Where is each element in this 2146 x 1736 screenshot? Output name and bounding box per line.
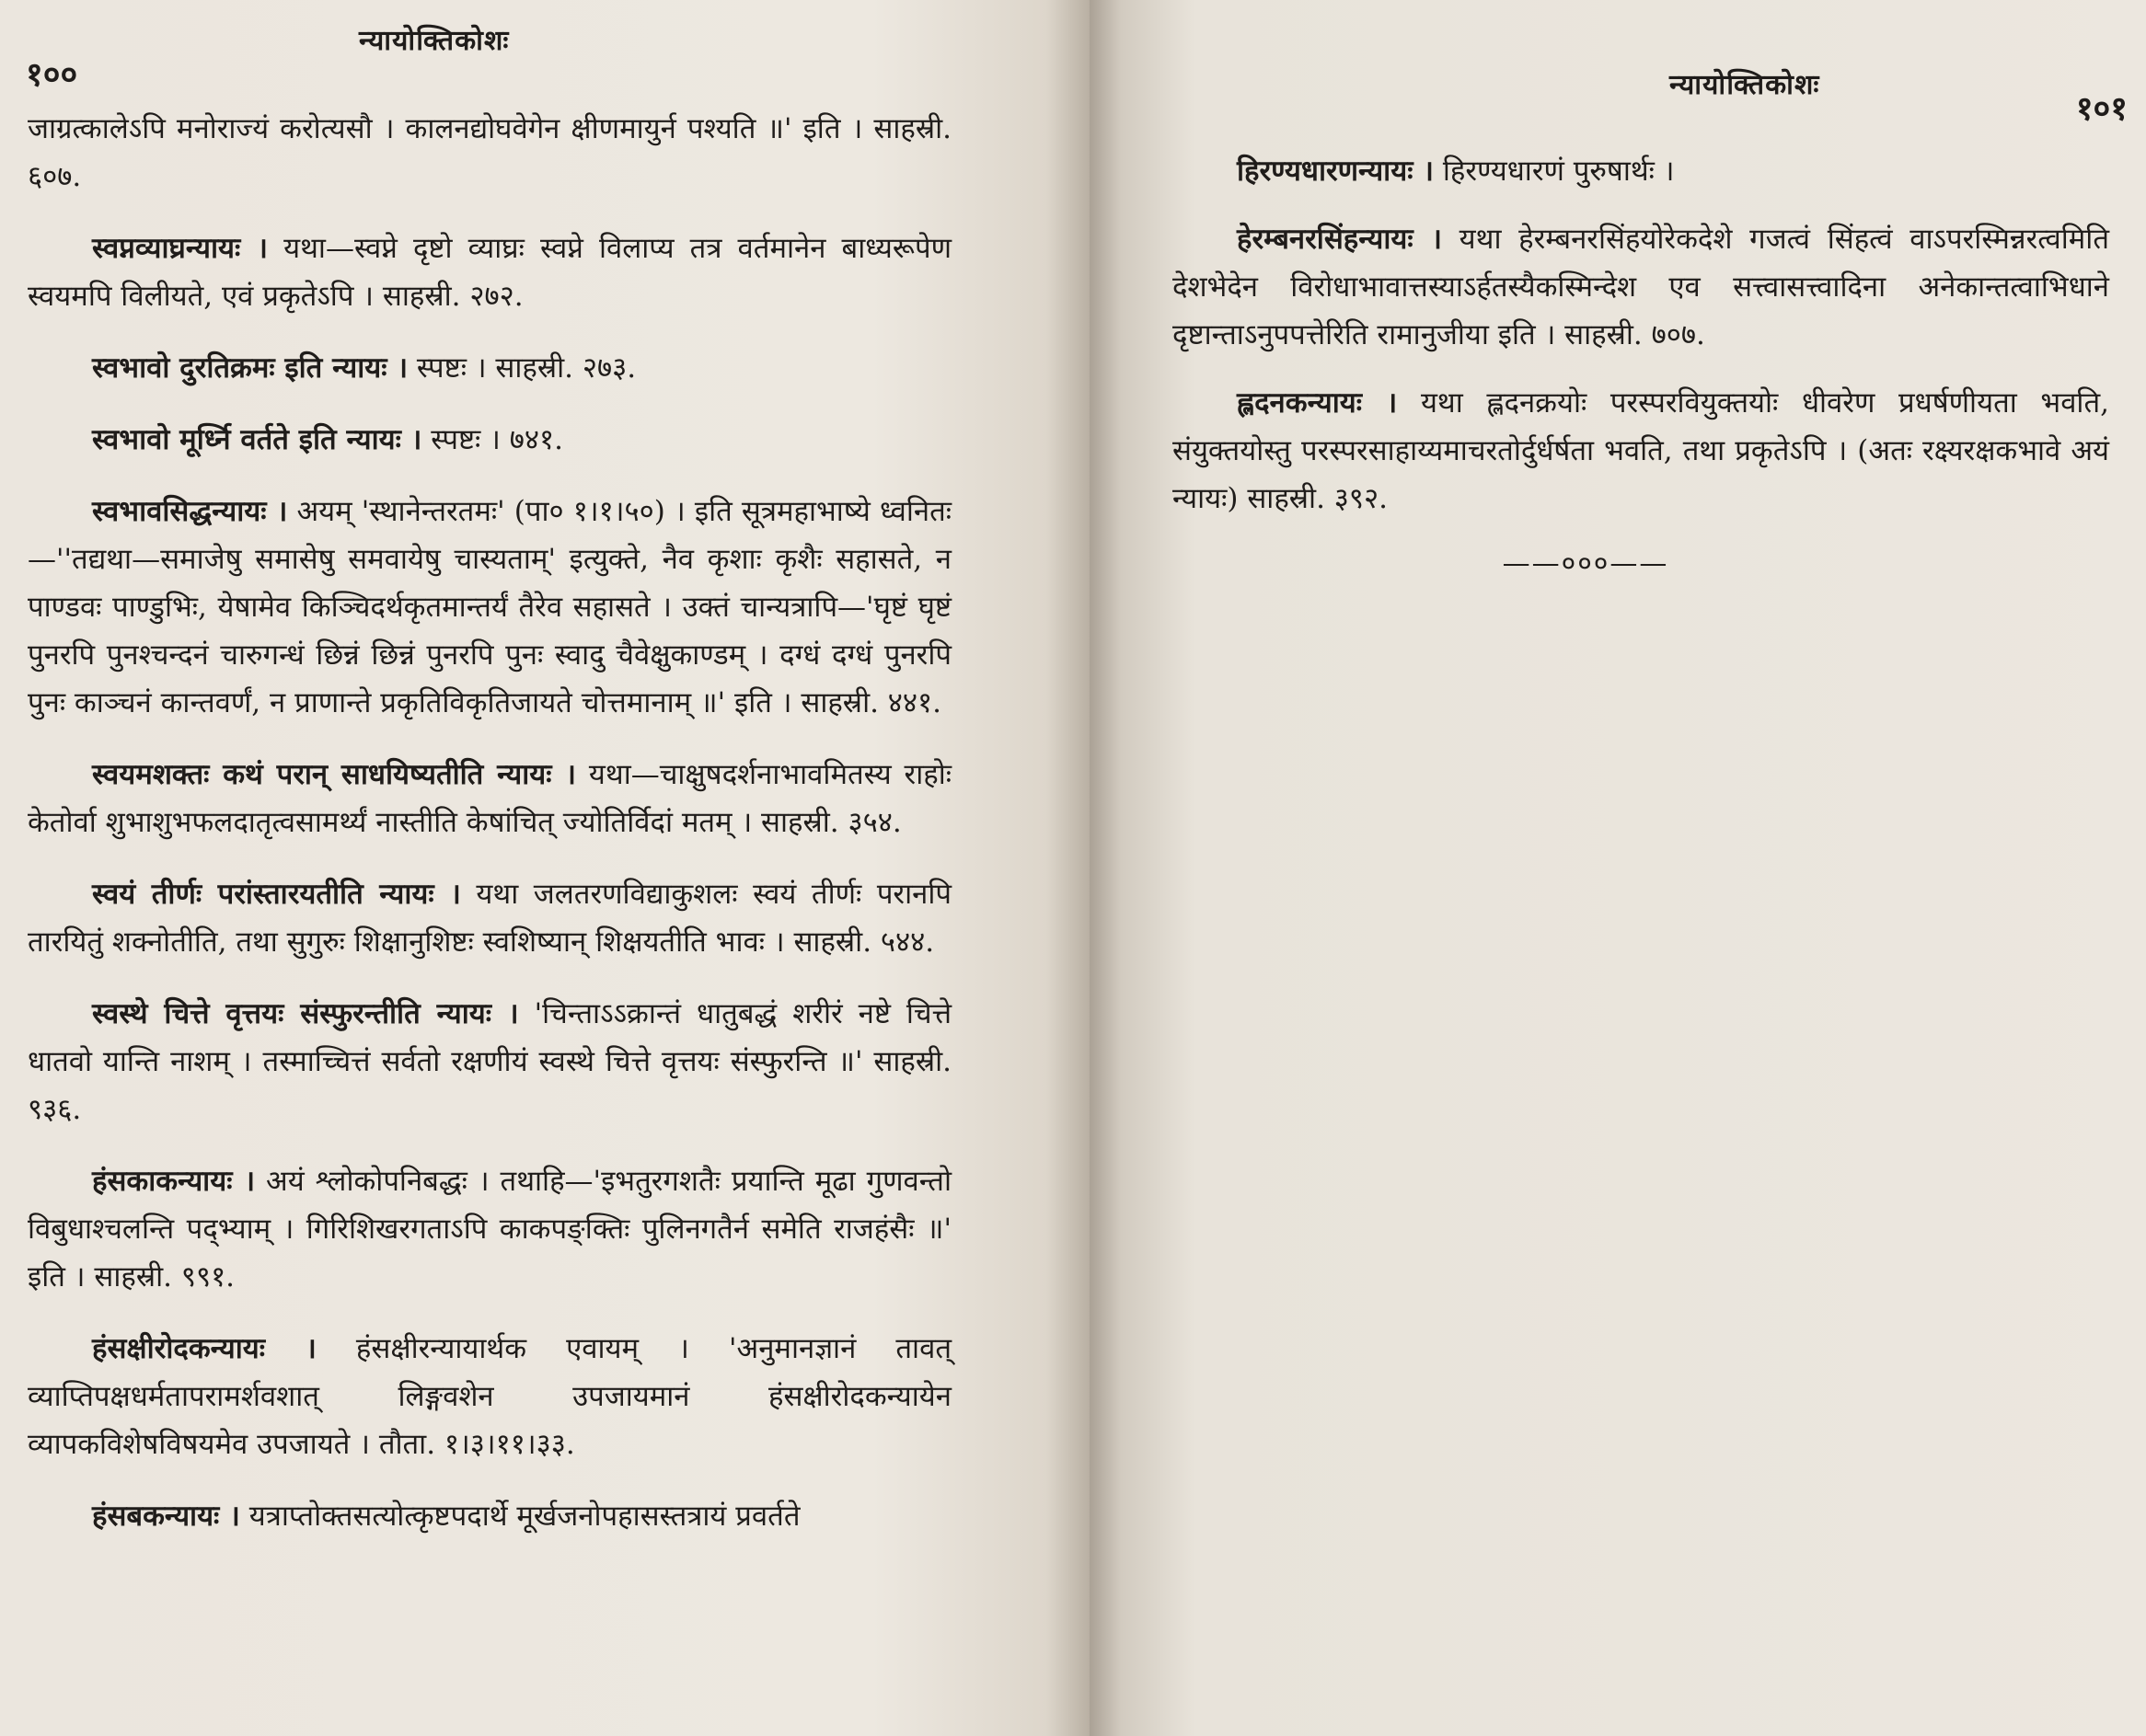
entry-headword: स्वभावसिद्धन्यायः ।: [92, 495, 288, 528]
entry-headword: स्वप्नव्याघ्रन्यायः ।: [92, 232, 269, 265]
entry-text: अयं श्लोकोपनिबद्धः । तथाहि—'इभतुरगशतैः प्रयान्ति मूढा गुणवन्तो विबुधाश्चलन्ति पद्भ्याम् । गिरिशिखरगताऽपि काकपङ्क्तिः पुलिनगतैर्न समेति राजहंसैः ॥' इति । साहस्री. ९९१.: [28, 1165, 952, 1293]
entry-headword: स्वयं तीर्णः परांस्तारयतीति न्यायः ।: [92, 878, 461, 911]
entry-headword: स्वयमशक्तः कथं परान् साधयिष्यतीति न्यायः ।: [92, 758, 577, 791]
entry-text: हंसक्षीरन्यायार्थक एवायम् । 'अनुमानज्ञानं तावत् व्याप्तिपक्षधर्मतापरामर्शवशात् लिङ्गवशेन उपजायमानं हंसक्षीरोदकन्यायेन व्यापकविशेषविषयमेव उपजायते । तौता. १।३।११।३३.: [28, 1332, 952, 1461]
entry: [28, 751, 952, 846]
entry-text: यथा हेरम्बनरसिंहयोरेकदेशे गजत्वं सिंहत्वं वाऽपरस्मिन्नरत्वमिति देशभेदेन विरोधाभावात्तस्याऽर्हतस्यैकस्मिन्देश एव सत्त्वासत्त्वादिना अनेकान्तत्वाभिधाने दृष्टान्ताऽनुपपत्तेरिति रामानुजीया इति । साहस्री. ७०७.: [1172, 223, 2109, 351]
entry-text: यथा ह्लदनक्रयोः परस्परवियुक्तयोः धीवरेण प्रधर्षणीयता भवति, संयुक्तयोस्तु परस्परसाहाय्यमाचरतोर्दुर्धर्षता भवति, तथा प्रकृतेऽपि । (अतः रक्ष्यरक्षकभावे अयं न्यायः) साहस्री. ३९२.: [1172, 386, 2109, 515]
entry-text: यथा—स्वप्ने दृष्टो व्याघ्रः स्वप्ने विलाप्य तत्र वर्तमानेन बाध्यरूपेण स्वयमपि विलीयते, एवं प्रकृतेऽपि । साहस्री. २७२.: [28, 232, 952, 313]
entry-headword: स्वस्थे चित्ते वृत्तयः संस्फुरन्तीति न्यायः ।: [92, 997, 519, 1030]
running-head: न्यायोक्तिकोशः: [359, 25, 510, 57]
page-number: १०१: [2075, 89, 2128, 128]
entry-headword: हेरम्बनरसिंहन्यायः ।: [1237, 223, 1443, 256]
entry: [28, 870, 952, 966]
entry: [1172, 147, 2109, 195]
page-number: १००: [26, 55, 78, 94]
running-head: न्यायोक्तिकोशः: [1669, 69, 1820, 101]
page-body: [28, 105, 952, 1540]
entry-text: स्पष्टः । साहस्री. २७३.: [408, 351, 637, 385]
entry-text: अयम् 'स्थानेन्तरतमः' (पा० १।१।५०) । इति सूत्रमहाभाष्ये ध्वनितः—''तद्यथा—समाजेषु समासेषु समवायेषु चास्यताम्' इत्युक्ते, नैव कृशाः कृशैः सहासते, न पाण्डवः पाण्डुभिः, येषामेव किञ्चिदर्थकृतमान्तर्यं तैरेव सहासते । उक्तं चान्यत्रापि—'घृष्टं घृष्टं पुनरपि पुनश्चन्दनं चारुगन्धं छिन्नं छिन्नं पुनरपि पुनः स्वादु चैवेक्षुकाण्डम् । दग्धं दग्धं पुनरपि पुनः काञ्चनं कान्तवर्णं, न प्राणान्ते प्रकृतिविकृतिजायते चोत्तमानाम् ॥' इति । साहस्री. ४४१.: [28, 495, 952, 719]
entry-text: हिरण्यधारणं पुरुषार्थः ।: [1434, 155, 1675, 188]
entry-text: स्पष्टः । ७४१.: [421, 423, 563, 456]
entry-text: यथा—चाक्षुषदर्शनाभावमितस्य राहोः केतोर्वा शुभाशुभफलदातृत्वसामर्थ्यं नास्तीति केषांचित् ज्योतिर्विदां मतम् । साहस्री. ३५४.: [28, 758, 952, 839]
entry: [28, 1492, 952, 1540]
entry: [1172, 215, 2109, 359]
entry: [1172, 379, 2109, 523]
entry-headword: हंसक्षीरोदकन्यायः ।: [92, 1332, 317, 1365]
entry: [28, 1157, 952, 1301]
entry-headword: ह्लदनकन्यायः ।: [1237, 386, 1398, 420]
entry-text: यत्राप्तोक्तसत्योत्कृष्टपदार्थे मूर्खजनोपहासस्तत्रायं प्रवर्तते: [239, 1500, 801, 1533]
entry-headword: हंसबकन्यायः ।: [92, 1500, 240, 1533]
right-page: [1090, 0, 2146, 1736]
entry: [28, 1325, 952, 1468]
entry-headword: हंसकाकन्यायः ।: [92, 1165, 256, 1198]
entry-headword: हिरण्यधारणन्यायः ।: [1237, 155, 1434, 188]
entry-text: जाग्रत्कालेऽपि मनोराज्यं करोत्यसौ । कालनद्योघवेगेन क्षीणमायुर्न पश्यति ॥' इति । साहस्री. ६०७.: [28, 112, 952, 193]
entry-headword: स्वभावो दुरतिक्रमः इति न्यायः ।: [92, 351, 409, 385]
page-body: [1172, 147, 2109, 581]
end-divider: ——०००——: [1502, 547, 1669, 580]
entry: [28, 416, 952, 464]
entry-text: यथा जलतरणविद्याकुशलः स्वयं तीर्णः परानपि तारयितुं शक्नोतीति, तथा सुगुरुः शिक्षानुशिष्टः स्वशिष्यान् शिक्षयतीति भावः । साहस्री. ५४४.: [28, 878, 952, 959]
entry: [28, 990, 952, 1133]
entry: [28, 105, 952, 201]
entry-headword: स्वभावो मूर्ध्नि वर्तते इति न्यायः ।: [92, 423, 422, 456]
entry: [28, 344, 952, 392]
entry: [28, 224, 952, 320]
entry: [28, 488, 952, 727]
entry-text: 'चिन्ताऽऽक्रान्तं धातुबद्धं शरीरं नष्टे चित्ते धातवो यान्ति नाशम् । तस्माच्चित्तं सर्वतो रक्षणीयं स्वस्थे चित्ते वृत्तयः संस्फुरन्ति ॥' साहस्री. ९३६.: [28, 997, 952, 1126]
